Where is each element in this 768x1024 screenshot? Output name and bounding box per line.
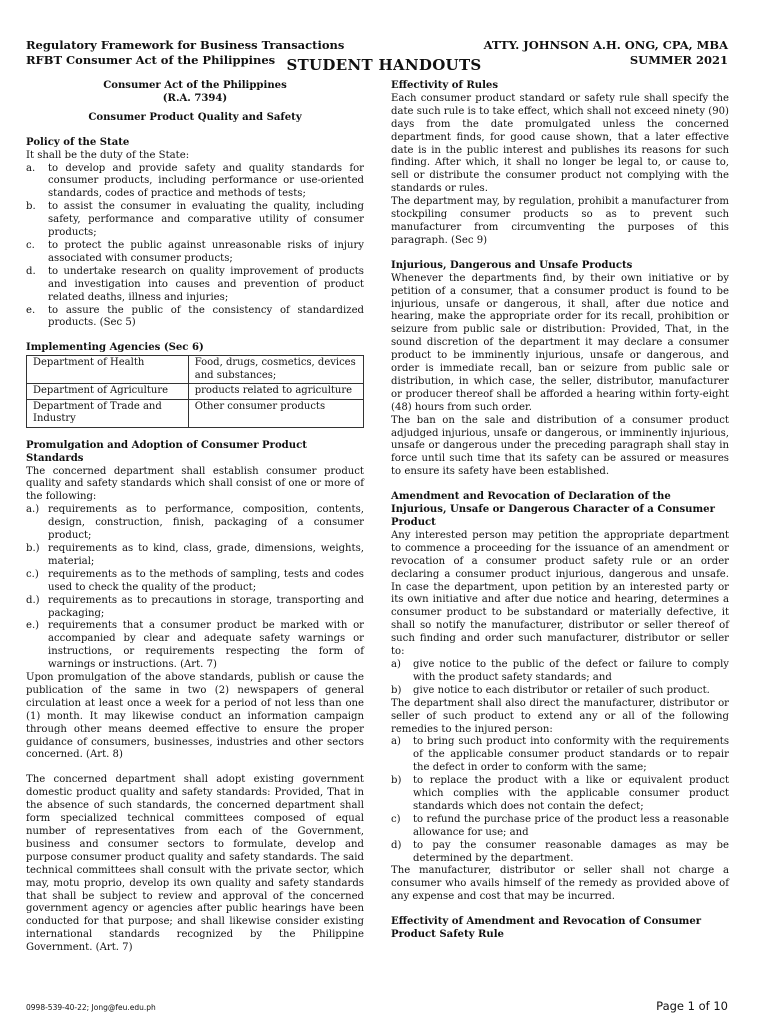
promulgation-intro: The concerned department shall establish consumer product quality and safety standards which shall consist of one or more of the following: — [26, 465, 364, 503]
agencies-heading: Implementing Agencies (Sec 6) — [26, 342, 204, 354]
list-item: b) give notice to each distributor or retailer of such product. — [391, 684, 710, 696]
amendment-paragraph-2: The department shall also direct the manufacturer, distributor or seller of such product to extend any or all of the following remedies to the injured person: — [391, 697, 729, 735]
list-item: b) to replace the product with a like or equivalent product which complies with the applicable consumer product standards which does not contain the defect; — [391, 775, 729, 812]
amendment-heading: Amendment and Revocation of Declaration of the Injurious, Unsafe or Dangerous Character of a Consumer Product — [391, 491, 715, 528]
list-item: c. to protect the public against unreasonable risks of injury associated with consumer products; — [26, 239, 364, 264]
products-cell: Other consumer products — [188, 399, 363, 427]
promulgation-list — [26, 504, 364, 672]
list-item: d) to pay the consumer reasonable damages as may be determined by the department. — [391, 839, 729, 864]
notice-list — [391, 659, 729, 698]
agency-cell: Department of Trade and Industry — [27, 399, 189, 427]
products-cell: Food, drugs, cosmetics, devices and substances; — [188, 356, 363, 384]
list-item: b.) requirements as to kind, class, grade, dimensions, weights, material; — [26, 542, 364, 567]
injurious-paragraph-2: The ban on the sale and distribution of a consumer product adjudged injurious, unsafe or dangerous, or imminently injurious, unsafe or dangerous under the preceding paragraph shall stay in force until such time that its safety can be assured or measures to ensure its safety have been established. — [391, 414, 729, 478]
act-number: (R.A. 7394) — [162, 92, 228, 104]
publication-paragraph: Upon promulgation of the above standards, publish or cause the publication of the same in two (2) newspapers of general circulation at least once a week for a period of not less than one (1) month. It may likewise conduct an information campaign through other means deemed effective to ensure the proper guidance of consumers, businesses, industries and other sectors concerned. (Art. 8) — [26, 672, 364, 761]
agencies-table — [26, 355, 364, 428]
promulgation-heading: Promulgation and Adoption of Consumer Product Standards — [26, 439, 307, 464]
amendment-paragraph-1: Any interested person may petition the appropriate department to commence a proceeding for the issuance of an amendment or revocation of a consumer product safety rule or an order declaring a consumer product injurious, dangerous and unsafe. In case the department, upon petition by an interested party or its own initiative and after due notice and hearing, determines a consumer product to be substandard or materially defective, it shall so notify the manufacturer, distributor or seller thereof of such finding and order such manufacturer, distributor or seller to: — [391, 529, 729, 658]
footer-contact: 0998-539-40-22; Jong@feu.edu.ph — [26, 1003, 156, 1012]
left-column — [26, 80, 364, 955]
effectivity-heading: Effectivity of Rules — [391, 80, 499, 91]
list-item: a.) requirements as to performance, composition, contents, design, construction, finish, packaging of a consumer product; — [26, 504, 364, 542]
handout-title: STUDENT HANDOUTS — [286, 56, 482, 74]
remedies-list — [391, 736, 729, 865]
injurious-paragraph-1: Whenever the departments find, by their own initiative or by petition of a consumer, that a consumer product is found to be injurious, unsafe or dangerous, it shall, after due notice and hearing, make the appropriate order for its recall, prohibition or seizure from public sale or distribution: Provided, That, in the sound discretion of the department it may declare a consumer product to be imminently injurious, unsafe or dangerous, and order is immediate recall, ban or seizure from public sale or distribution, in which case, the seller, distributor, manufacturer or producer thereof shall be afforded a hearing within forty-eight (48) hours from such order. — [391, 272, 729, 413]
list-item: c) to refund the purchase price of the product less a reasonable allowance for use; and — [391, 813, 729, 838]
list-item: a) give notice to the public of the defect or failure to comply with the product safety standards; and — [391, 658, 729, 683]
act-title: Consumer Act of the Philippines — [103, 80, 287, 91]
injurious-heading: Injurious, Dangerous and Unsafe Products — [391, 259, 633, 271]
agency-cell: Department of Agriculture — [27, 384, 189, 400]
list-item: a. to develop and provide safety and quality standards for consumer products, including performance or use-oriented standards, codes of practice and methods of tests; — [26, 162, 364, 200]
section-title: Consumer Product Quality and Safety — [88, 111, 302, 123]
table-row — [27, 399, 364, 427]
page-number: Page 1 of 10 — [656, 999, 728, 1013]
course-title: Regulatory Framework for Business Transactions — [26, 38, 345, 52]
policy-intro: It shall be the duty of the State: — [26, 149, 190, 161]
list-item: d.) requirements as to precautions in storage, transporting and packaging; — [26, 594, 364, 619]
author-name: ATTY. JOHNSON A.H. ONG, CPA, MBA — [483, 38, 728, 52]
list-item: d. to undertake research on quality improvement of products and investigation into causes and prevention of product related deaths, illness and injuries; — [26, 265, 364, 303]
policy-list — [26, 163, 364, 331]
list-item: e.) requirements that a consumer product be marked with or accompanied by clear and adequate safety warnings or instructions, or requirements respecting the form of warnings or instructions. (Art. 7) — [26, 620, 364, 671]
products-cell: products related to agriculture — [188, 384, 363, 400]
list-item: a) to bring such product into conformity with the requirements of the applicable consumer product standards or to repair the defect in order to conform with the same; — [391, 736, 729, 774]
agency-cell: Department of Health — [27, 356, 189, 384]
table-row — [27, 384, 364, 400]
list-item: e. to assure the public of the consistency of standardized products. (Sec 5) — [26, 304, 364, 329]
list-item: c.) requirements as to the methods of sampling, tests and codes used to check the quality of the product; — [26, 568, 364, 593]
right-column — [391, 80, 729, 942]
amendment-paragraph-3: The manufacturer, distributor or seller shall not charge a consumer who avails himself of the remedy as provided above of any expense and cost that may be incurred. — [391, 865, 729, 903]
effectivity-paragraph-1: Each consumer product standard or safety rule shall specify the date such rule is to take effect, which shall not exceed ninety (90) days from the date promulgated unless the concerned department finds, for good cause shown, that a later effective date is in the public interest and publishes its reasons for such finding. After which, it shall no longer be legal to, or cause to, sell or distribute the consumer product not complying with the standards or rules. — [391, 92, 729, 195]
effectivity-paragraph-2: The department may, by regulation, prohibit a manufacturer from stockpiling consumer products so as to prevent such manufacturer from circumventing the purposes of this paragraph. (Sec 9) — [391, 196, 729, 246]
course-subtitle: RFBT Consumer Act of the Philippines — [26, 53, 276, 67]
last-heading: Effectivity of Amendment and Revocation of Consumer Product Safety Rule — [391, 916, 702, 941]
term-label: SUMMER 2021 — [629, 53, 728, 67]
list-item: b. to assist the consumer in evaluating the quality, including safety, performance and comparative utility of consumer products; — [26, 201, 364, 239]
policy-heading: Policy of the State — [26, 136, 130, 148]
adoption-paragraph: The concerned department shall adopt existing government domestic product quality and safety standards: Provided, That in the absence of such standards, the concerned department shall form specialized technical committees composed of equal number of representatives from each of the Government, business and consumer sectors to formulate, develop and purpose consumer product quality and safety standards. The said technical committees shall consult with the private sector, which may, motu proprio, develop its own quality and safety standards that shall be subject to review and approval of the concerned government agency or agencies after public hearings have been conducted for that purpose; and shall likewise consider existing international standards recognized by the Philippine Government. (Art. 7) — [26, 774, 364, 954]
table-row — [27, 356, 364, 384]
